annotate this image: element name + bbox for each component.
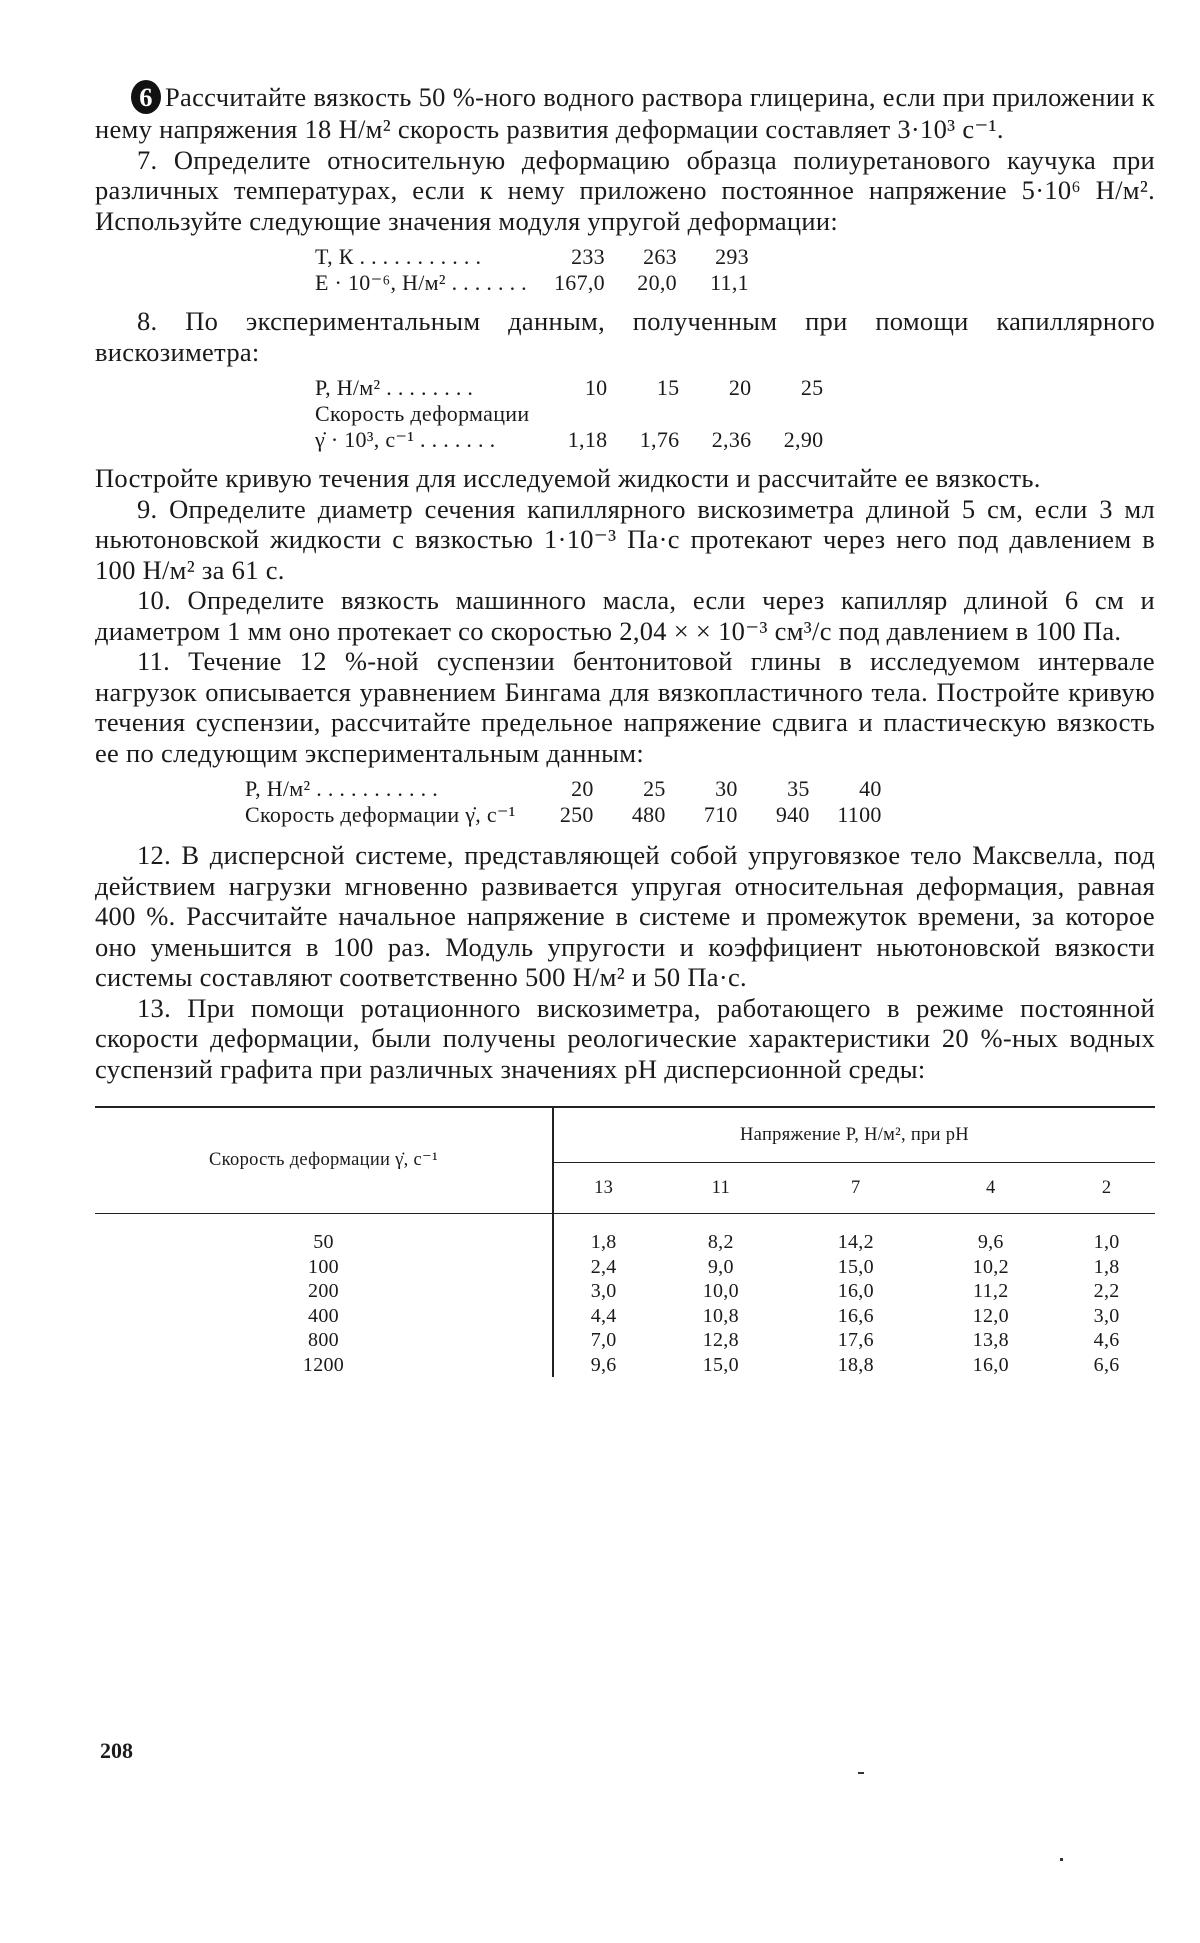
cell: 7,0 <box>590 1329 617 1351</box>
cell: 9,6 <box>590 1353 617 1376</box>
cell: 12,0 <box>972 1304 1009 1327</box>
row-label: T, К . . . . . . . . . . . <box>315 244 482 269</box>
cell: 293 <box>715 244 749 269</box>
table-row <box>95 1255 1155 1280</box>
table-row <box>95 1328 1155 1353</box>
cell: 10,8 <box>702 1304 739 1327</box>
cell: 14,2 <box>837 1231 874 1253</box>
cell: 1,18 <box>567 427 608 452</box>
cell: 15,0 <box>702 1353 739 1376</box>
cell: 1,76 <box>639 427 680 452</box>
cell: 35 <box>787 776 810 801</box>
cell: 15,0 <box>837 1255 874 1278</box>
rheology-table <box>95 1106 1155 1377</box>
table-row <box>315 401 831 453</box>
row-label: P, Н/м² . . . . . . . . <box>315 375 474 400</box>
cell: 30 <box>715 776 738 801</box>
row-label: Скорость деформации γ̇, с⁻¹ <box>245 802 516 827</box>
table-row <box>315 270 757 296</box>
cell: 25 <box>800 375 824 400</box>
problem-8-table <box>315 375 831 453</box>
cell: 1,8 <box>1093 1255 1120 1278</box>
cell: 2,90 <box>783 427 824 452</box>
problem-9: 9. Определите диаметр сечения капиллярного вискозиметра длиной 5 см, если 3 мл ньютоновской жидкости с вязкостью 1·10⁻³ Па·с протекают через него под давлением в 100 Н/м² за 61 с. <box>95 493 1155 585</box>
column-header-ph: 2 <box>1058 1163 1155 1214</box>
problem-6-text: Рассчитайте вязкость 50 %-ного водного раствора глицерина, если при приложении к нему напряжения 18 Н/м² скорость развития деформации составляет 3·10³ с⁻¹. <box>95 82 1155 144</box>
cell-rate: 50 <box>95 1214 553 1255</box>
cell: 11,1 <box>710 270 749 295</box>
row-label-line-2: γ̇ · 10³, с⁻¹ . . . . . . . <box>315 427 496 452</box>
cell: 4,6 <box>1093 1329 1120 1351</box>
cell: 263 <box>643 244 677 269</box>
table-row <box>245 802 890 828</box>
cell: 167,0 <box>553 270 605 295</box>
cell: 16,0 <box>972 1353 1009 1376</box>
rheology-table-wrap <box>95 1106 1155 1377</box>
problem-11-table <box>245 776 890 828</box>
cell: 20,0 <box>637 270 677 295</box>
cell: 11,2 <box>973 1280 1009 1302</box>
problem-13: 13. При помощи ротационного вискозиметра, работающего в режиме постоянной скорости деформации, были получены реологические характеристики 20 %-ных водных суспензий графита при различных значениях pH дисперсионной среды: <box>95 992 1155 1084</box>
cell: 6,6 <box>1093 1353 1120 1376</box>
cell: 2,36 <box>711 427 752 452</box>
cell-rate: 100 <box>95 1255 553 1280</box>
cell: 10 <box>584 375 608 400</box>
table-row <box>95 1279 1155 1304</box>
cell: 8,2 <box>707 1231 734 1253</box>
cell: 1,8 <box>590 1231 617 1253</box>
row-label <box>315 401 543 453</box>
cell: 15 <box>656 375 680 400</box>
problem-11: 11. Течение 12 %-ной суспензии бентонитовой глины в исследуемом интервале нагрузок описывается уравнением Бингама для вязкопластичного тела. Постройте кривую течения суспензии, рассчитайте предельное напряжение сдвига и пластическую вязкость ее по следующим экспериментальным данным: <box>95 646 1155 768</box>
cell: 710 <box>703 802 738 827</box>
column-header-group: Напряжение P, Н/м², при pH <box>553 1107 1155 1163</box>
cell: 9,0 <box>707 1255 734 1278</box>
table-row <box>245 776 890 802</box>
cell: 12,8 <box>702 1329 739 1351</box>
problem-10: 10. Определите вязкость машинного масла, если через капилляр длиной 6 см и диаметром 1 мм оно протекает со скоростью 2,04 × × 10⁻³ см³/с под давлением в 100 Па. <box>95 585 1155 646</box>
cell: 18,8 <box>837 1353 874 1376</box>
cell: 16,0 <box>837 1280 874 1302</box>
cell: 3,0 <box>1093 1304 1120 1327</box>
cell: 25 <box>643 776 666 801</box>
cell: 20 <box>728 375 752 400</box>
page-number: 208 <box>100 1738 133 1763</box>
column-header-ph: 11 <box>653 1163 788 1214</box>
cell-rate: 200 <box>95 1279 553 1304</box>
cell: 10,2 <box>972 1255 1009 1278</box>
cell-rate: 400 <box>95 1304 553 1329</box>
row-label-line-1: Скорость деформации <box>315 401 530 426</box>
cell: 1,0 <box>1093 1231 1120 1253</box>
cell: 17,6 <box>837 1329 874 1351</box>
table-header-row <box>95 1107 1155 1163</box>
column-header-ph: 7 <box>788 1163 923 1214</box>
problem-8-after: Постройте кривую течения для исследуемой жидкости и рассчитайте ее вязкость. <box>95 463 1041 493</box>
problem-6-number: 6 <box>131 80 161 114</box>
table-row <box>95 1304 1155 1329</box>
cell: 13,8 <box>972 1329 1009 1351</box>
table-row <box>315 244 757 270</box>
cell: 20 <box>571 776 594 801</box>
scan-speck <box>1060 1858 1063 1861</box>
cell: 233 <box>571 244 605 269</box>
table-row <box>95 1214 1155 1255</box>
cell: 2,2 <box>1093 1280 1120 1302</box>
row-label: E · 10⁻⁶, Н/м² . . . . . . . <box>315 270 527 295</box>
cell: 9,6 <box>977 1231 1004 1253</box>
scan-speck <box>858 1772 864 1774</box>
cell: 1100 <box>837 802 882 827</box>
column-header-rate: Скорость деформации γ̇, с⁻¹ <box>95 1107 553 1214</box>
cell: 940 <box>775 802 810 827</box>
table-row <box>315 375 831 401</box>
cell: 10,0 <box>702 1280 739 1302</box>
cell: 3,0 <box>590 1280 617 1302</box>
page-content <box>95 80 1155 1377</box>
cell: 2,4 <box>590 1255 617 1278</box>
cell: 480 <box>631 802 666 827</box>
problem-7-table <box>315 244 757 296</box>
cell: 250 <box>559 802 594 827</box>
cell: 16,6 <box>837 1304 874 1327</box>
table-row <box>95 1353 1155 1378</box>
row-label: P, Н/м² . . . . . . . . . . . <box>245 776 439 801</box>
problem-12: 12. В дисперсной системе, представляющей собой упруговязкое тело Максвелла, под действием нагрузки мгновенно развивается упругая относительная деформация, равная 400 %. Рассчитайте начальное напряжение в системе и промежуток времени, за которое оно уменьшится в 100 раз. Модуль упругости и коэффициент ньютоновской вязкости системы составляют соответственно 500 Н/м² и 50 Па·с. <box>95 840 1155 992</box>
problem-6 <box>95 80 1155 145</box>
cell-rate: 800 <box>95 1328 553 1353</box>
cell: 4,4 <box>590 1304 617 1327</box>
column-header-ph: 4 <box>923 1163 1058 1214</box>
cell: 40 <box>859 776 882 801</box>
cell-rate: 1200 <box>95 1353 553 1378</box>
column-header-ph: 13 <box>553 1163 653 1214</box>
problem-8: 8. По экспериментальным данным, полученным при помощи капиллярного вискозиметра: <box>95 306 1155 367</box>
problem-7: 7. Определите относительную деформацию образца полиуретанового каучука при различных температурах, если к нему приложено постоянное напряжение 5·10⁶ Н/м². Используйте следующие значения модуля упругой деформации: <box>95 144 1155 236</box>
